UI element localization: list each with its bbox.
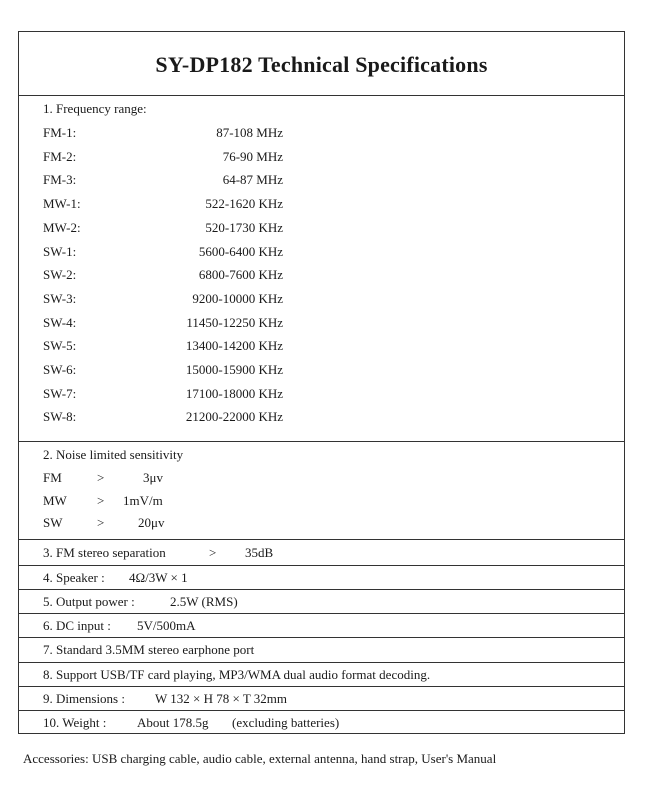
usb-text: 8. Support USB/TF card playing, MP3/WMA dual audio format decoding. (43, 667, 431, 682)
dimensions-label: 9. Dimensions : (43, 691, 125, 706)
spec-table (18, 31, 625, 734)
frequency-section (19, 96, 624, 442)
sensitivity-heading: 2. Noise limited sensitivity (43, 447, 184, 462)
frequency-band: FM-2: (43, 148, 77, 164)
usb-row (19, 663, 624, 687)
frequency-band: FM-3: (43, 172, 77, 188)
frequency-range: 13400-14200 KHz (185, 338, 283, 354)
frequency-band: SW-5: (43, 338, 77, 354)
earphone-text: 7. Standard 3.5MM stereo earphone port (43, 642, 255, 657)
title-row (19, 32, 624, 96)
frequency-range: 5600-6400 KHz (198, 243, 283, 259)
stereo-op: > (209, 545, 217, 560)
weight-note: (excluding batteries) (232, 715, 340, 730)
frequency-band: SW-7: (43, 385, 77, 401)
frequency-band: FM-1: (43, 125, 77, 140)
sensitivity-section (19, 442, 624, 540)
frequency-band: SW-6: (43, 362, 77, 377)
frequency-range: 15000-15900 KHz (185, 362, 283, 377)
frequency-range: 9200-10000 KHz (192, 290, 283, 306)
frequency-range: 76-90 MHz (222, 148, 283, 164)
page-title: SY-DP182 Technical Specifications (155, 52, 488, 77)
output-label: 5. Output power : (43, 594, 135, 609)
frequency-range: 11450-12250 KHz (186, 314, 283, 330)
frequency-range: 64-87 MHz (222, 172, 283, 188)
dimensions-row (19, 687, 624, 711)
frequency-range: 21200-22000 KHz (185, 409, 283, 425)
frequency-range: 17100-18000 KHz (185, 385, 283, 401)
frequency-band: SW-3: (43, 290, 77, 306)
dimensions-value: W 132 × H 78 × T 32mm (155, 691, 288, 706)
sensitivity-op: > (97, 470, 105, 485)
stereo-label: 3. FM stereo separation (43, 545, 166, 560)
weight-row (19, 711, 624, 735)
speaker-label: 4. Speaker : (43, 570, 105, 585)
sensitivity-value: 1mV/m (123, 492, 163, 508)
stereo-value: 35dB (245, 545, 274, 560)
earphone-row (19, 638, 624, 663)
frequency-band: SW-2: (43, 267, 77, 283)
frequency-range: 87-108 MHz (216, 125, 283, 140)
frequency-heading: 1. Frequency range: (43, 101, 147, 116)
weight-value: About 178.5g (137, 715, 209, 730)
dc-row (19, 614, 624, 638)
stereo-row (19, 540, 624, 566)
speaker-row (19, 566, 624, 590)
dc-label: 6. DC input : (43, 618, 111, 633)
speaker-value: 4Ω/3W × 1 (129, 570, 188, 585)
output-row (19, 590, 624, 614)
sensitivity-band: SW (43, 515, 63, 530)
accessories-text: Accessories: USB charging cable, audio cable, external antenna, hand strap, User's Manual (23, 751, 497, 766)
frequency-band: MW-1: (43, 196, 81, 212)
sensitivity-value: 20μv (138, 515, 165, 530)
sensitivity-op: > (97, 515, 105, 530)
frequency-range: 520-1730 KHz (205, 219, 283, 235)
frequency-band: MW-2: (43, 219, 81, 235)
frequency-band: SW-8: (43, 409, 77, 425)
sensitivity-band: MW (43, 492, 67, 508)
output-value: 2.5W (RMS) (170, 594, 238, 609)
sensitivity-value: 3μv (143, 470, 163, 485)
frequency-band: SW-4: (43, 314, 77, 330)
frequency-range: 6800-7600 KHz (198, 267, 283, 283)
weight-label: 10. Weight : (43, 715, 107, 730)
sensitivity-band: FM (43, 470, 62, 485)
sensitivity-op: > (97, 492, 105, 508)
frequency-band: SW-1: (43, 243, 77, 259)
frequency-range: 522-1620 KHz (205, 196, 283, 212)
dc-value: 5V/500mA (137, 618, 196, 633)
